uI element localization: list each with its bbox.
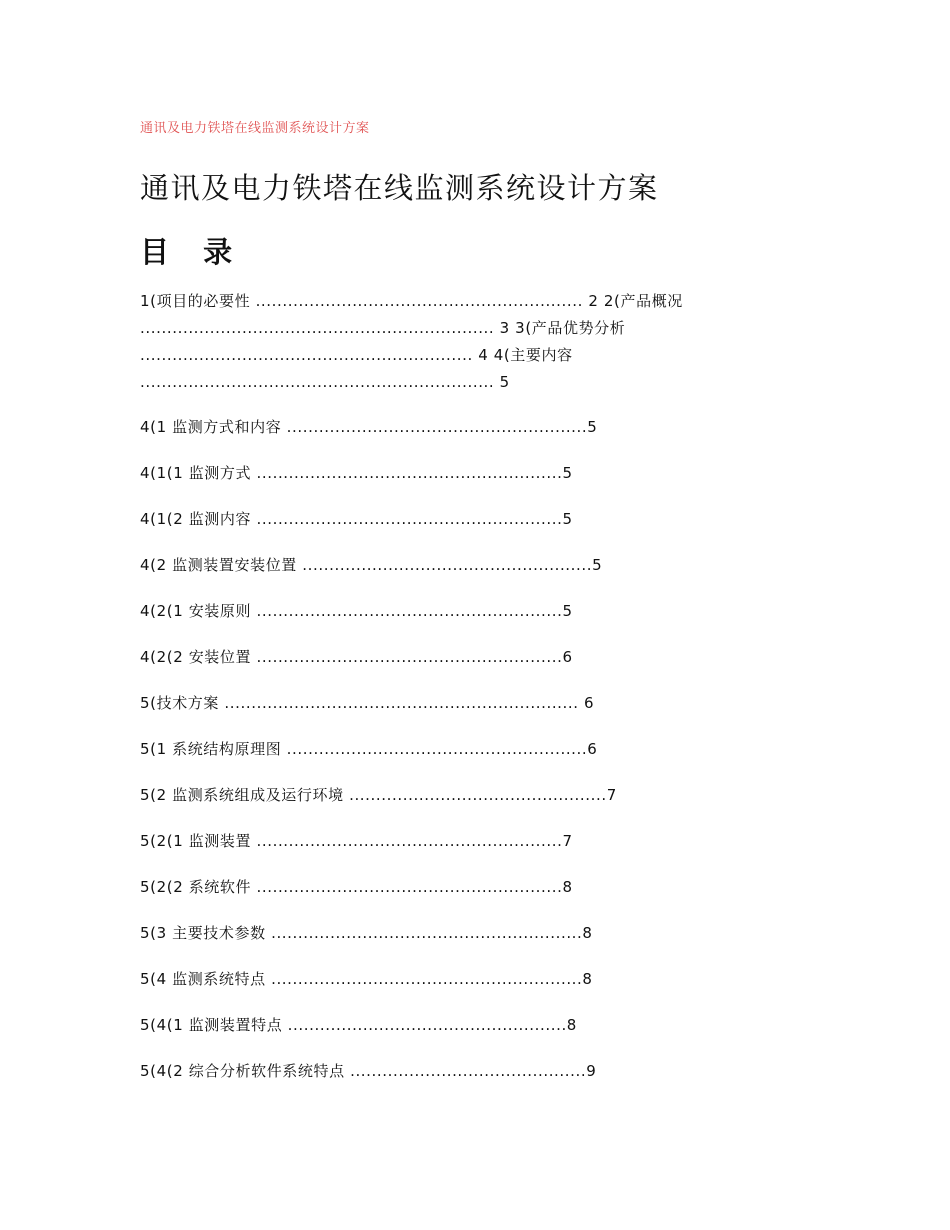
toc-entry[interactable]: 5(2(1 监测装置 .........................................................7 xyxy=(140,832,573,850)
toc-first-paragraph xyxy=(140,288,770,396)
toc-entry[interactable]: 4(1(1 监测方式 .........................................................5 xyxy=(140,464,573,482)
toc-heading: 目 录 xyxy=(140,235,245,269)
toc-entry[interactable]: 4(2(1 安装原则 .........................................................5 xyxy=(140,602,573,620)
document-title: 通讯及电力铁塔在线监测系统设计方案 xyxy=(140,171,659,205)
toc-entry[interactable]: 4(1 监测方式和内容 ........................................................5 xyxy=(140,418,598,436)
toc-paragraph-line: 1(项目的必要性 ............................................................. 2 2(产品概况 xyxy=(140,292,683,310)
toc-list xyxy=(140,414,820,1104)
toc-entry[interactable]: 5(2 监测系统组成及运行环境 ................................................7 xyxy=(140,786,617,804)
toc-paragraph-line: .................................................................. 3 3(产品优势分析 xyxy=(140,319,626,337)
toc-entry[interactable]: 5(4(2 综合分析软件系统特点 ............................................9 xyxy=(140,1062,597,1080)
toc-paragraph-line: .............................................................. 4 4(主要内容 xyxy=(140,346,573,364)
toc-entry[interactable]: 4(1(2 监测内容 .........................................................5 xyxy=(140,510,573,528)
toc-entry[interactable]: 5(4(1 监测装置特点 ....................................................8 xyxy=(140,1016,577,1034)
toc-entry[interactable]: 4(2(2 安装位置 .........................................................6 xyxy=(140,648,573,666)
toc-entry[interactable]: 5(技术方案 .................................................................. 6 xyxy=(140,694,595,712)
toc-entry[interactable]: 5(1 系统结构原理图 ........................................................6 xyxy=(140,740,598,758)
toc-entry[interactable]: 5(4 监测系统特点 ..........................................................8 xyxy=(140,970,593,988)
toc-paragraph-line: .................................................................. 5 xyxy=(140,373,510,391)
toc-entry[interactable]: 4(2 监测装置安装位置 ......................................................5 xyxy=(140,556,603,574)
toc-entry[interactable]: 5(3 主要技术参数 ..........................................................8 xyxy=(140,924,593,942)
toc-entry[interactable]: 5(2(2 系统软件 .........................................................8 xyxy=(140,878,573,896)
running-header: 通讯及电力铁塔在线监测系统设计方案 xyxy=(140,121,370,136)
